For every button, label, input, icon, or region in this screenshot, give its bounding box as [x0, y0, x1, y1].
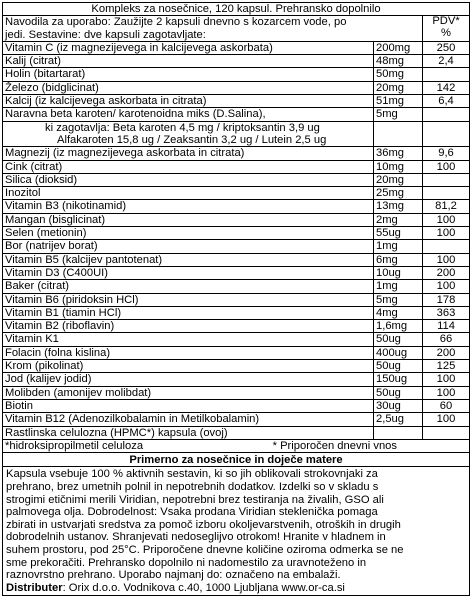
- ingredient-pdv: 200: [436, 266, 456, 279]
- description-line: strogimi etičnimi merili Viridian, nepotrebni brez testiranja na živalih, GSO ali: [6, 493, 384, 506]
- product-line: Kompleks za nosečnice, 120 kapsul. Prehransko dopolnilo: [91, 3, 381, 15]
- description-line: Kapsula vsebuje 100 % aktivnih sestavin, ki so jih oblikovali strokovnjaki za: [6, 468, 378, 481]
- ingredient-row: [3, 95, 469, 108]
- carotenoid-amount: [374, 122, 423, 147]
- ingredient-row: [3, 240, 469, 253]
- ingredient-amount: [374, 427, 423, 439]
- distributor-text: : Orix d.o.o. Vodnikova c.40, 1000 Ljubljana www.or-ca.si: [62, 581, 345, 594]
- ingredient-name: Biotin: [3, 400, 374, 412]
- ingredient-name: Jod (kalijev jodid): [3, 373, 374, 385]
- ingredient-row: [3, 427, 469, 440]
- ingredient-pdv: 100: [436, 413, 456, 426]
- ingredient-name: Selen (metionin): [3, 227, 374, 239]
- ingredient-name: Vitamin K1: [3, 333, 374, 345]
- ingredient-row: [3, 413, 469, 426]
- ingredient-row: [3, 147, 469, 160]
- ingredient-row: [3, 42, 469, 55]
- ingredient-pdv: [423, 240, 469, 252]
- ingredient-row: [3, 227, 469, 240]
- ingredient-pdv: [423, 174, 469, 186]
- ingredient-name: Cink (citrat): [3, 161, 374, 173]
- ingredient-name: Železo (bidglicinat): [3, 82, 374, 94]
- ingredient-pdv: 250: [436, 41, 456, 54]
- ingredient-pdv: 2,4: [438, 55, 454, 68]
- ingredient-pdv: 142: [436, 81, 456, 94]
- ingredient-amount: 1mg: [374, 240, 423, 252]
- ingredient-row: [3, 333, 469, 346]
- ingredient-pdv: [423, 108, 469, 120]
- instructions-header: [3, 16, 469, 42]
- description-line: prehrano, brez umetnih polnil in nepotrebnih dodatkov. Izdelki so v skladu s: [6, 480, 379, 493]
- ingredient-name: Vitamin C (iz magnezijevega in kalcijevega askorbata): [3, 42, 374, 54]
- ingredient-name: Vitamin B2 (riboflavin): [3, 320, 374, 332]
- ingredient-row: [3, 200, 469, 213]
- ingredient-name: Vitamin B3 (nikotinamid): [3, 200, 374, 212]
- ingredient-row: [3, 400, 469, 413]
- section-title-row: [3, 453, 469, 467]
- instructions-line-1: Navodila za uporabo: Zaužijte 2 kapsuli dnevno s kozarcem vode, po: [5, 16, 347, 29]
- ingredient-name: Bor (natrijev borat): [3, 240, 374, 252]
- ingredient-amount: 1,6mg: [374, 320, 423, 332]
- description-line: suhem prostoru, pod 25°C. Priporočene dnevne količine oziroma odmerka se ne: [6, 543, 404, 556]
- ingredient-amount: 10mg: [374, 161, 423, 173]
- ingredient-amount: 50ug: [374, 360, 423, 372]
- ingredient-amount: 48mg: [374, 55, 423, 67]
- ingredient-pdv: 100: [436, 253, 456, 266]
- ingredient-pdv: 100: [436, 227, 456, 240]
- ingredient-pdv: 100: [436, 213, 456, 226]
- ingredient-row: [3, 82, 469, 95]
- ingredient-amount: 10ug: [374, 267, 423, 279]
- carotenoid-detail-row: [3, 122, 469, 148]
- ingredient-row: [3, 254, 469, 267]
- ingredient-name: Rastlinska celulozna (HPMC*) kapsula (ovoj): [3, 427, 374, 439]
- ingredient-pdv: [423, 68, 469, 80]
- carotenoid-line-2: Alfakaroten 15,8 ug / Zeaksantin 3,2 ug / Lutein 2,5 ug: [57, 133, 327, 146]
- ingredient-pdv: 114: [437, 320, 455, 333]
- description-paragraph: [3, 467, 469, 581]
- ingredient-pdv: 125: [436, 360, 456, 373]
- ingredient-amount: 200mg: [374, 42, 423, 54]
- ingredient-amount: 55ug: [374, 227, 423, 239]
- instructions-line-2: jedi. Sestavine: dve kapsuli zagotavljate:: [5, 28, 206, 41]
- ingredient-row: [3, 347, 469, 360]
- ingredient-name: Kalcij (iz kalcijevega askorbata in citrata): [3, 95, 374, 107]
- ingredient-row: [3, 373, 469, 386]
- description-line: sme prekoračiti. Prehransko dopolnilo ni nadomestilo za uravnoteženo in: [6, 556, 367, 569]
- ingredient-pdv: 6,4: [438, 95, 454, 108]
- ingredient-name: Vitamin B5 (kalcijev pantotenat): [3, 254, 374, 266]
- ingredient-amount: 13mg: [374, 200, 423, 212]
- carotenoid-line-1: ki zagotavlja: Beta karoten 4,5 mg / kriptoksantin 3,9 ug: [45, 121, 320, 134]
- carotenoid-detail: [3, 122, 374, 147]
- ingredient-name: Mangan (bisglicinat): [3, 214, 374, 226]
- ingredient-name: Holin (bitartarat): [3, 68, 374, 80]
- ingredient-amount: 50ug: [374, 387, 423, 399]
- section-title: Primerno za nosečnice in doječe matere: [129, 454, 343, 467]
- footnotes-row: [3, 440, 469, 453]
- ingredient-name: Molibden (amonijev molibdat): [3, 387, 374, 399]
- ingredient-row: [3, 307, 469, 320]
- ingredient-pdv: 363: [436, 306, 456, 319]
- ingredient-row: [3, 55, 469, 68]
- ingredient-name: Folacin (folna kislina): [3, 347, 374, 359]
- description-line: zbirati in ustvarjati sredstva za pomoč izboru okoljevarstvenih, otroških in drugih: [6, 518, 401, 531]
- ingredient-amount: 30ug: [374, 400, 423, 412]
- ingredient-table-part-1: [3, 42, 469, 122]
- ingredient-amount: 2,5ug: [374, 413, 423, 425]
- description-line: raznovrstno prehrano. Uporabo najmanj do: označeno na embalaži.: [6, 569, 341, 582]
- instructions-block: [3, 16, 423, 41]
- footnote-hpmc: *hidroksipropilmetil celuloza: [5, 439, 144, 452]
- ingredient-pdv: 100: [436, 160, 456, 173]
- ingredient-pdv: 66: [439, 333, 453, 346]
- ingredient-amount: 20mg: [374, 174, 423, 186]
- ingredient-name: Magnezij (iz magnezijevega askorbata in citrata): [3, 147, 374, 159]
- ingredient-name: Inozitol: [3, 187, 374, 199]
- description-line: palmovega olja. Dobrodelnost: Vsaka prodana Viridian steklenička pomaga: [6, 506, 378, 519]
- ingredient-row: [3, 187, 469, 200]
- ingredient-amount: 5mg: [374, 108, 423, 120]
- pdv-header-label: PDV*: [432, 15, 460, 28]
- ingredient-amount: 20mg: [374, 82, 423, 94]
- ingredient-row: [3, 68, 469, 81]
- ingredient-amount: 50ug: [374, 333, 423, 345]
- ingredient-amount: 25mg: [374, 187, 423, 199]
- ingredient-name: Naravna beta karoten/ karotenoidna miks (D.Salina),: [3, 108, 374, 120]
- ingredient-amount: 400ug: [374, 347, 423, 359]
- ingredient-name: Vitamin B12 (Adenozilkobalamin in Metilkobalamin): [3, 413, 374, 425]
- ingredient-row: [3, 174, 469, 187]
- ingredient-pdv: 100: [436, 373, 456, 386]
- pdv-header-unit: %: [441, 26, 451, 39]
- product-line-row: [3, 3, 469, 16]
- ingredient-amount: 2mg: [374, 214, 423, 226]
- ingredient-name: Vitamin B1 (tiamin HCl): [3, 307, 374, 319]
- ingredient-row: [3, 161, 469, 174]
- ingredient-amount: 6mg: [374, 254, 423, 266]
- ingredient-amount: 36mg: [374, 147, 423, 159]
- ingredient-amount: 5mg: [374, 294, 423, 306]
- ingredient-pdv: 100: [436, 280, 456, 293]
- ingredient-pdv: 81,2: [435, 200, 457, 213]
- ingredient-amount: 50mg: [374, 68, 423, 80]
- ingredient-row: [3, 267, 469, 280]
- ingredient-row: [3, 108, 469, 121]
- ingredient-amount: 1mg: [374, 280, 423, 292]
- ingredient-amount: 51mg: [374, 95, 423, 107]
- distributor-label: Distributer: [6, 581, 63, 594]
- ingredient-amount: 4mg: [374, 307, 423, 319]
- ingredient-row: [3, 360, 469, 373]
- ingredient-row: [3, 214, 469, 227]
- ingredient-name: Baker (citrat): [3, 280, 374, 292]
- ingredient-row: [3, 280, 469, 293]
- ingredient-name: Silica (dioksid): [3, 174, 374, 186]
- ingredient-name: Vitamin D3 (C400UI): [3, 267, 374, 279]
- ingredient-name: Vitamin B6 (piridoksin HCl): [3, 294, 374, 306]
- ingredient-pdv: [423, 427, 469, 439]
- footnote-pdv: * Priporočen dnevni vnos: [272, 439, 397, 452]
- ingredient-pdv: 200: [436, 346, 456, 359]
- ingredient-pdv: 60: [439, 399, 453, 412]
- ingredient-name: Krom (pikolinat): [3, 360, 374, 372]
- ingredient-name: Kalij (citrat): [3, 55, 374, 67]
- description-line: dobrodelnih ustanov. Shranjevati nedoseglijvo otrokom! Hranite v hladnem in: [6, 531, 386, 544]
- ingredient-table-part-2: [3, 147, 469, 440]
- ingredient-pdv: 100: [436, 386, 456, 399]
- ingredient-amount: 150ug: [374, 373, 423, 385]
- ingredient-row: [3, 387, 469, 400]
- ingredient-row: [3, 294, 469, 307]
- pdv-header: [423, 16, 469, 41]
- ingredient-pdv: [423, 187, 469, 199]
- ingredient-row: [3, 320, 469, 333]
- carotenoid-pdv: [423, 122, 469, 147]
- distributor-line: [3, 582, 469, 595]
- ingredient-pdv: 9,6: [438, 147, 454, 160]
- ingredient-pdv: 178: [436, 293, 456, 306]
- supplement-label: [2, 2, 470, 596]
